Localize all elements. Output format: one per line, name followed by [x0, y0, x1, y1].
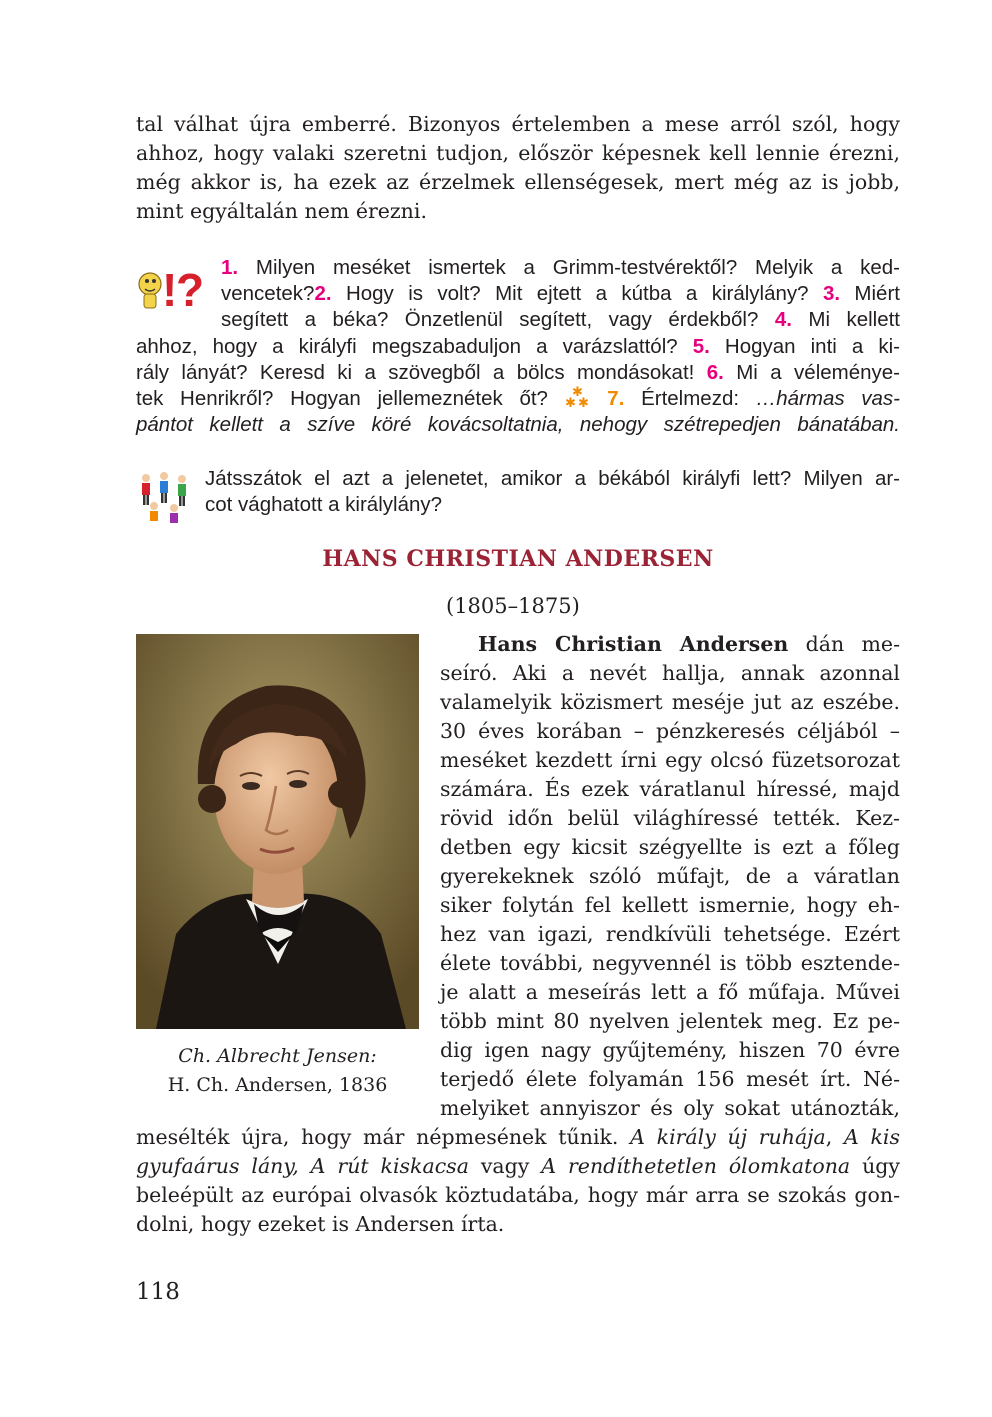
bio-text: vagy [468, 1154, 542, 1178]
bio-line: meséket kezdett írni egy olcsó füzetsorozat [440, 748, 900, 772]
section-heading: HANS CHRISTIAN ANDERSEN [322, 546, 714, 572]
question-text: tek Henrikről? Hogyan jellemeznétek őt? [136, 387, 565, 411]
bio-line: élete további, negyvennél is több esztende- [440, 951, 900, 975]
page-number: 118 [136, 1279, 180, 1305]
question-text: rály lányát? Keresd ki a szövegből a bölcs mondásokat! [136, 360, 707, 384]
bio-name: Hans Christian Andersen [478, 632, 789, 656]
caption-author: Ch. Albrecht Jensen: [178, 1045, 377, 1067]
bio-text: mesélték újra, hogy már népmesének tűnik. [136, 1125, 631, 1149]
bio-line: valamelyik közismert meséje jut az eszébe. [440, 690, 900, 714]
intro-line: tal válhat újra emberré. Bizonyos értelemben a mese arról szól, hogy [136, 112, 900, 136]
question-number: 6. [706, 360, 724, 384]
bio-text: dán me- [788, 632, 900, 656]
intro-line: mint egyáltalán nem érezni. [136, 199, 427, 223]
svg-text:✱: ✱ [564, 396, 576, 409]
question-text: Milyen meséket ismertek a Grimm-testvérektől? Melyik a ked- [255, 256, 900, 279]
question-text: Miért [840, 282, 900, 306]
question-number: 3. [822, 282, 841, 306]
question-text: Mi kellett [791, 308, 900, 332]
caption-title: H. Ch. Andersen, 1836 [167, 1074, 388, 1096]
quote-text: pántot kellett a szíve köré kovácsoltatnia, nehogy szétrepedjen bánatában. [136, 413, 900, 437]
bio-line: több mint 80 nyelven jelentek meg. Ez pe- [440, 1009, 900, 1033]
question-number: 1. [221, 256, 239, 279]
bio-line: hez van igazi, rendkívüli tehetsége. Ezért [440, 922, 900, 946]
questions-block [136, 255, 900, 438]
portrait-painting [136, 634, 419, 1029]
bio-line: rövid időn belül világhíressé tették. Kez- [440, 806, 900, 830]
question-text: Értelmezd: [624, 387, 756, 411]
bio-line: dolni, hogy ezeket is Andersen írta. [136, 1212, 505, 1236]
tale-title: A király új ruhája [630, 1125, 826, 1149]
bio-line: je alatt a meseírás lett a fő műfaja. Művei [440, 980, 900, 1004]
section-years: (1805–1875) [446, 594, 580, 618]
tale-title: A kis [843, 1125, 900, 1149]
quote-text: …hármas vas- [755, 387, 900, 411]
svg-text:✱: ✱ [571, 386, 583, 401]
question-line [221, 255, 900, 281]
question-text: vencetek? [221, 282, 315, 306]
question-line [136, 412, 900, 438]
bio-line [136, 1123, 900, 1152]
question-text: segített a béka? Önzetlenül segített, vagy érdekből? [221, 308, 775, 332]
question-text: ahhoz, hogy a királyfi megszabaduljon a varázslattól? [136, 334, 693, 358]
question-number: 4. [774, 308, 792, 332]
svg-text:✱: ✱ [577, 396, 589, 409]
intro-paragraph [136, 110, 900, 226]
bio-line: dig igen nagy gyűjtemény, hiszen 70 évre [440, 1038, 900, 1062]
game-line: cot vághatott a királylány? [205, 493, 443, 517]
bio-line [136, 1152, 900, 1181]
svg-text:?: ? [176, 264, 205, 314]
question-line [221, 307, 900, 333]
question-text: Hogy is volt? Mit ejtett a kútba a királylány? [331, 282, 823, 306]
bio-line: beleépült az európai olvasók köztudatába, hogy már arra se szokás gon- [136, 1183, 900, 1207]
bio-line: seíró. Aki a nevét hallja, annak azonnal [440, 661, 900, 685]
bio-line [440, 630, 900, 659]
bio-line: 30 éves korában – pénzkeresés céljából – [440, 719, 900, 743]
intro-line: ahhoz, hogy valaki szeretni tudjon, először képesnek kell lennie érezni, [136, 141, 900, 165]
bio-text: , [825, 1125, 844, 1149]
bio-line: gyerekeknek szóló műfajt, de a váratlan [440, 864, 900, 888]
question-line [136, 386, 900, 412]
bio-line: terjedő élete folyamán 156 mesét írt. Né- [440, 1067, 900, 1091]
tale-title: A rendíthetetlen ólomkatona [541, 1154, 851, 1178]
biography-continuation [136, 1123, 900, 1239]
bio-line: számára. És ezek váratlanul híressé, majd [440, 777, 900, 801]
game-line: Játsszátok el azt a jelenetet, amikor a békából királyfi lett? Milyen ar- [205, 467, 900, 490]
tale-title: gyufaárus lány, A rút kiskacsa [136, 1154, 469, 1178]
bio-line: siker folytán fel kellett ismernie, hogy eh- [440, 893, 900, 917]
bio-text: úgy [850, 1154, 900, 1178]
biography-column [440, 630, 900, 1123]
question-text: Mi a véleménye- [723, 360, 901, 384]
bio-line: melyiket annyiszor és oly sokat utánozták, [440, 1096, 900, 1120]
question-line [136, 360, 900, 386]
question-number: 2. [314, 282, 332, 306]
game-block [136, 466, 900, 518]
question-text: Hogyan inti a ki- [709, 334, 901, 358]
intro-line: még akkor is, ha ezek az érzelmek ellenségesek, mert még az is jobb, [136, 170, 900, 194]
question-line [221, 281, 900, 307]
bio-line: detben egy kicsit szégyellte is ezt a főleg [440, 835, 900, 859]
question-number: 7. [607, 387, 625, 411]
svg-text:!: ! [162, 264, 178, 314]
portrait-caption [136, 1042, 419, 1100]
question-number: 5. [692, 334, 710, 358]
sparkle-star-icon [564, 386, 591, 409]
question-line [136, 334, 900, 360]
